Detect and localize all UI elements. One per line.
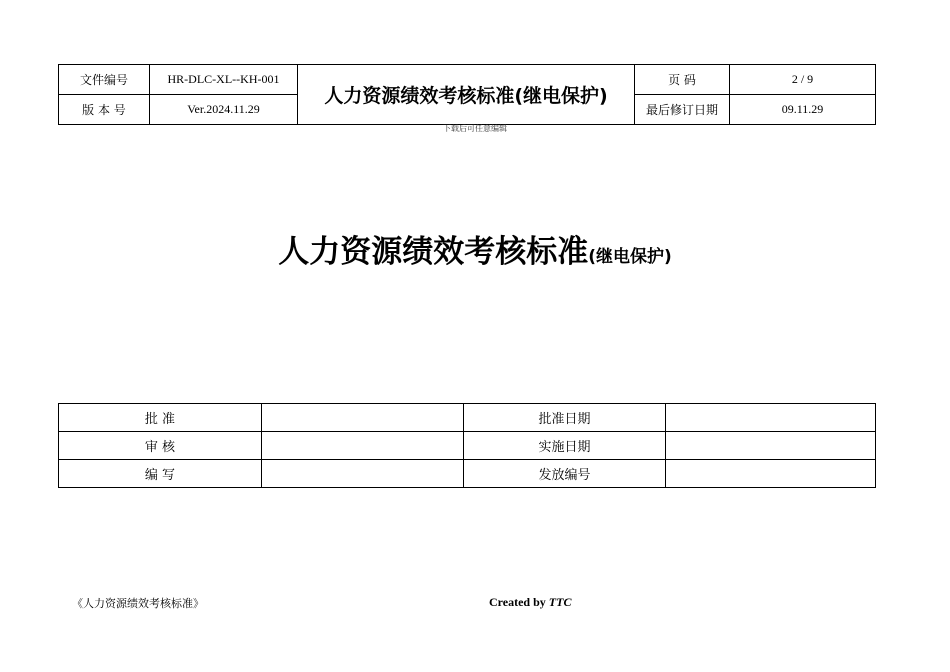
write-value — [262, 460, 464, 488]
revised-date-label: 最后修订日期 — [635, 95, 730, 125]
version-value: Ver.2024.11.29 — [150, 95, 298, 125]
signoff-row — [59, 460, 876, 488]
issue-number-label: 发放编号 — [464, 460, 666, 488]
main-title — [0, 226, 950, 271]
footer-created-author: TTC — [548, 595, 572, 609]
edit-note: 下载后可任意编辑 — [443, 124, 507, 133]
approve-value — [262, 404, 464, 432]
revised-date-value: 09.11.29 — [730, 95, 876, 125]
write-label: 编 写 — [59, 460, 262, 488]
issue-number-value — [666, 460, 876, 488]
review-label: 审 核 — [59, 432, 262, 460]
page-number-label: 页 码 — [635, 65, 730, 95]
doc-number-value: HR-DLC-XL--KH-001 — [150, 65, 298, 95]
footer-created-by — [489, 595, 571, 610]
version-label: 版 本 号 — [59, 95, 150, 125]
doc-number-label: 文件编号 — [59, 65, 150, 95]
main-title-subtitle: (继电保护) — [588, 247, 672, 267]
approve-label: 批 准 — [59, 404, 262, 432]
header-title: 人力资源绩效考核标准(继电保护) — [298, 65, 635, 125]
header-table — [58, 64, 876, 125]
effective-date-value — [666, 432, 876, 460]
signoff-row — [59, 404, 876, 432]
effective-date-label: 实施日期 — [464, 432, 666, 460]
review-value — [262, 432, 464, 460]
footer-doc-name: 《人力资源绩效考核标准》 — [72, 597, 204, 610]
signoff-table — [58, 403, 876, 488]
approve-date-label: 批准日期 — [464, 404, 666, 432]
page-number-value: 2 / 9 — [730, 65, 876, 95]
footer-created-prefix: Created by — [489, 595, 549, 609]
signoff-row — [59, 432, 876, 460]
main-title-text: 人力资源绩效考核标准 — [278, 234, 589, 270]
approve-date-value — [666, 404, 876, 432]
